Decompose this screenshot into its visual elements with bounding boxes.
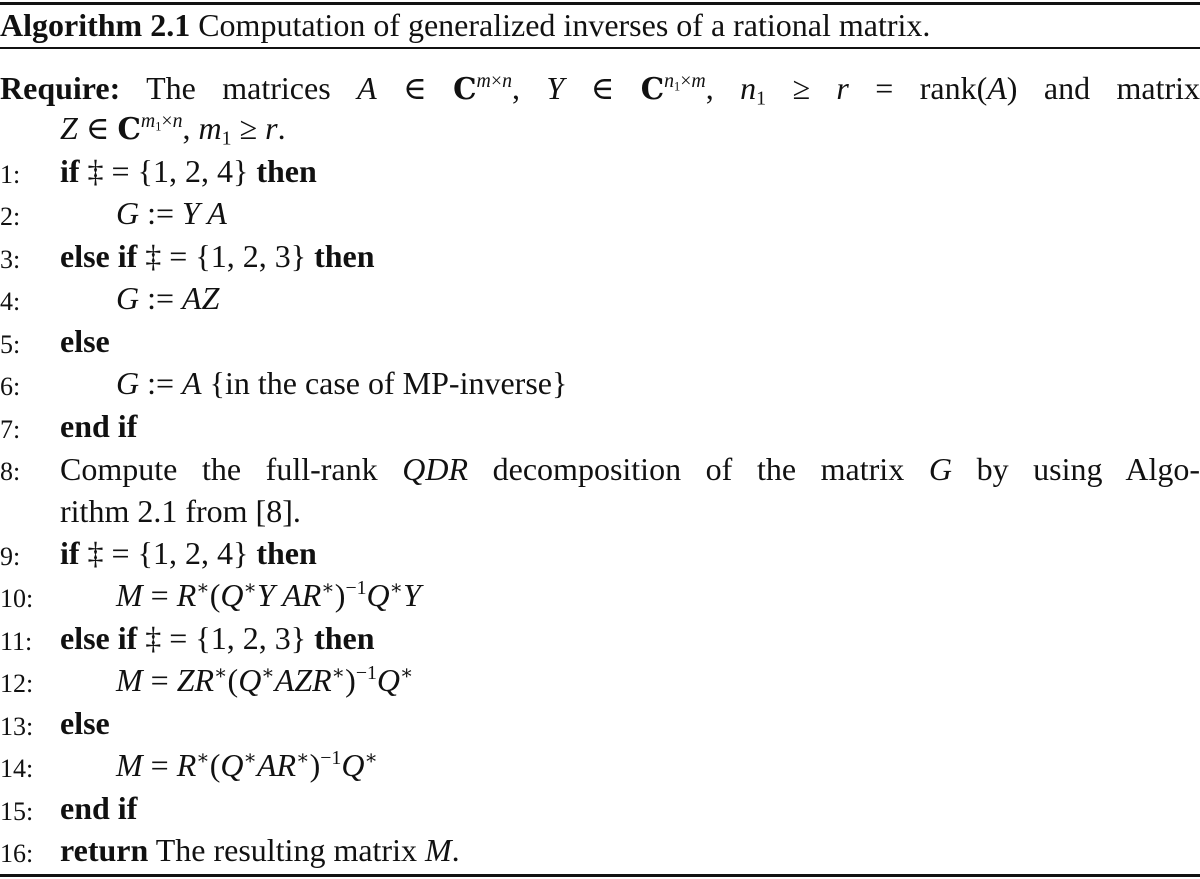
line-number: 9: bbox=[0, 542, 21, 571]
keyword-if: if bbox=[60, 535, 80, 571]
comment: {in the case of MP-inverse} bbox=[209, 365, 568, 401]
line-number: 7: bbox=[0, 415, 21, 444]
algorithm-caption: Computation of generalized inverses of a rational matrix. bbox=[198, 7, 931, 43]
algorithm-line-13 bbox=[60, 705, 110, 741]
line8-text-a: Compute the full-rank bbox=[60, 451, 378, 487]
line-number: 5: bbox=[0, 330, 21, 359]
line8-text-c: by using Algo- bbox=[976, 451, 1200, 487]
keyword-then: then bbox=[256, 535, 317, 571]
algorithm-line-1: if ‡ = {1, 2, 4} then bbox=[60, 153, 317, 189]
keyword-end-if: end if bbox=[60, 790, 138, 826]
line-number: 11: bbox=[0, 627, 33, 656]
keyword-else-if: else if bbox=[60, 238, 138, 274]
algorithm-line-4: G := AZ bbox=[116, 280, 220, 316]
algorithm-line-11: else if ‡ = {1, 2, 3} then bbox=[60, 620, 375, 656]
algorithm-line-12: $M = ZR^∗(Q^∗AZR^∗)^{-1}Q^∗$ bbox=[116, 662, 414, 698]
require-line-2: Z ∈ $C^{m_1\times n}$, $m_1 \ge r$. bbox=[60, 110, 286, 150]
keyword-else: else bbox=[60, 323, 110, 359]
algorithm-line-6: G := A {in the case of MP-inverse} bbox=[116, 365, 568, 401]
algorithm-line-8: Compute the full-rank QDR decomposition of the matrix G by using Algo- bbox=[60, 451, 1200, 487]
keyword-then: then bbox=[314, 620, 375, 656]
algorithm-line-16: return The resulting matrix M. bbox=[60, 832, 460, 868]
keyword-then: then bbox=[256, 153, 317, 189]
line-number: 3: bbox=[0, 245, 21, 274]
line-number: 13: bbox=[0, 712, 34, 741]
line-number: 6: bbox=[0, 372, 21, 401]
algorithm-line-2: G := Y A bbox=[116, 195, 227, 231]
line-number: 8: bbox=[0, 457, 21, 486]
algorithm-title bbox=[0, 6, 930, 44]
line-number: 12: bbox=[0, 669, 34, 698]
line-number: 15: bbox=[0, 797, 34, 826]
algorithm-line-15 bbox=[60, 790, 137, 826]
keyword-end-if: end if bbox=[60, 408, 138, 444]
keyword-else: else bbox=[60, 705, 110, 741]
algorithm-line-8-cont: rithm 2.1 from [8]. bbox=[60, 493, 301, 529]
algorithm-line-3: else if ‡ = {1, 2, 3} then bbox=[60, 238, 375, 274]
line8-text-b: decomposition of the matrix bbox=[492, 451, 905, 487]
require-line-1: Require: The matrices A ∈ $C^{m\times n}$, Y ∈ $C^{n_1\times m}$, $n_1 \ge r$ = rank(A) and matrix bbox=[0, 70, 1200, 110]
keyword-return: return bbox=[60, 832, 149, 868]
keyword-then: then bbox=[314, 238, 375, 274]
line-number: 14: bbox=[0, 754, 34, 783]
algorithm-line-14: $M = R^∗(Q^∗AR^∗)^{-1}Q^∗$ bbox=[116, 747, 378, 783]
bottom-rule bbox=[0, 874, 1200, 877]
line-number: 1: bbox=[0, 160, 21, 189]
return-text: The resulting matrix bbox=[155, 832, 417, 868]
line-number: 2: bbox=[0, 202, 21, 231]
keyword-if: if bbox=[60, 153, 80, 189]
algorithm-label: Algorithm 2.1 bbox=[0, 7, 191, 43]
require-keyword: Require: bbox=[0, 70, 121, 106]
keyword-else-if: else if bbox=[60, 620, 138, 656]
title-rule bbox=[0, 47, 1200, 49]
line-number: 4: bbox=[0, 287, 21, 316]
line-number: 10: bbox=[0, 584, 34, 613]
algorithm-line-5 bbox=[60, 323, 110, 359]
algorithm-line-10: M = R∗(Q∗Y AR∗)$^{-1}$Q∗Y bbox=[116, 577, 421, 613]
algorithm-line-7 bbox=[60, 408, 137, 444]
top-rule bbox=[0, 2, 1200, 5]
line-number: 16: bbox=[0, 839, 34, 868]
algorithm-line-9: if ‡ = {1, 2, 4} then bbox=[60, 535, 317, 571]
